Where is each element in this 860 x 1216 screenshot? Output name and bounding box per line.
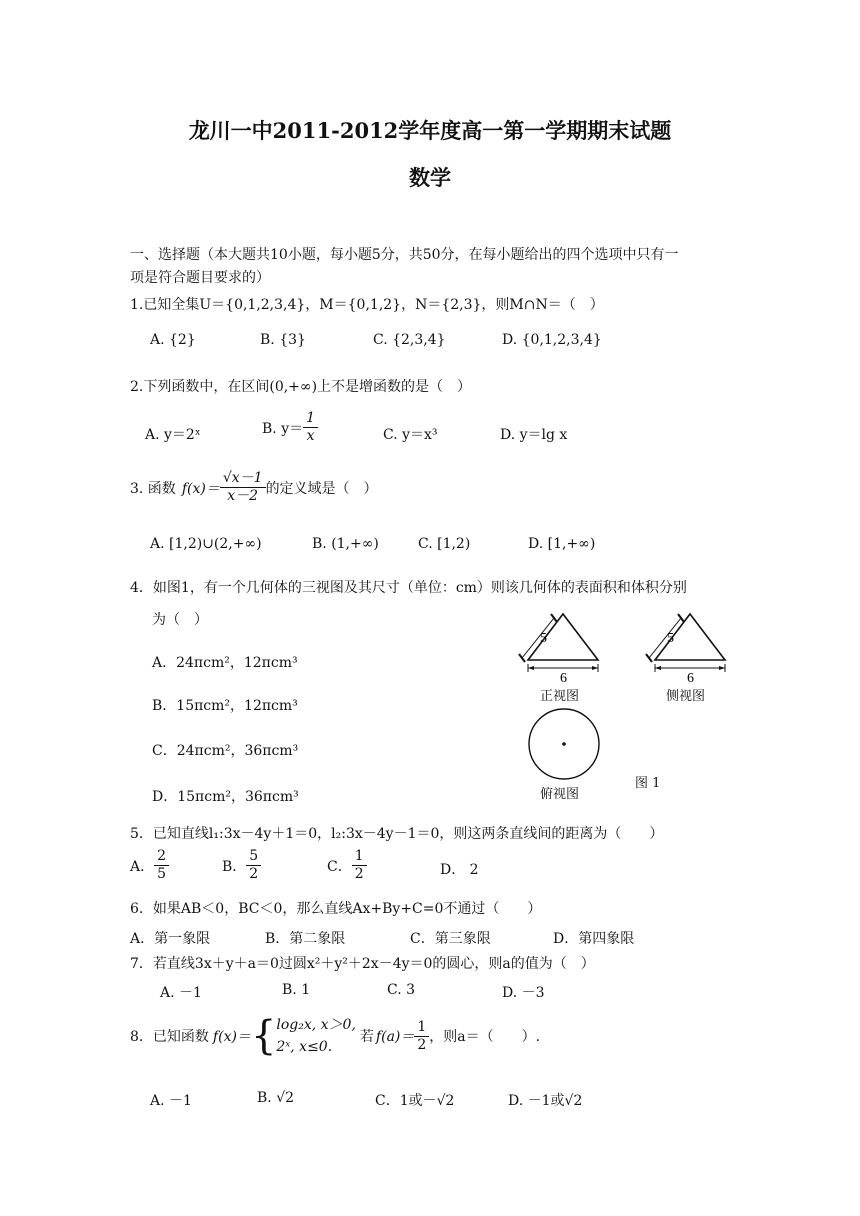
q3-numerator: √x－1 — [220, 470, 266, 488]
exam-title: 龙川一中2011-2012学年度高一第一学期期末试题 — [188, 118, 672, 143]
side-base-label: 6 — [687, 671, 694, 686]
q6-stem: 6．如果AB＜0，BC＜0，那么直线Ax+By+C=0不通过（ ） — [130, 901, 542, 917]
figure-1-label: 图 1 — [635, 776, 661, 791]
top-view-label: 俯视图 — [540, 787, 580, 802]
q3-option-c: C. [1,2) — [418, 536, 471, 552]
q2-option-b-fraction — [303, 410, 318, 445]
side-view-triangle — [646, 614, 725, 672]
q2-option-b-numerator: 1 — [303, 410, 318, 428]
q8-condition: f(a)＝ — [375, 1029, 415, 1045]
q8-condition-fraction — [414, 1019, 429, 1054]
exam-subject: 数学 — [409, 165, 451, 190]
q5-option-d: D． 2 — [440, 862, 479, 878]
section-heading-line2: 项是符合题目要求的） — [130, 270, 270, 286]
q1-option-c: C. {2,3,4} — [373, 332, 446, 348]
q3-option-d: D. [1,+∞) — [528, 536, 596, 552]
front-view-label: 正视图 — [540, 689, 580, 704]
q4-option-b: B．15πcm²，12πcm³ — [152, 698, 298, 714]
q7-option-b: B. 1 — [282, 982, 311, 998]
three-view-figure — [500, 600, 750, 810]
q5-option-b-denominator: 2 — [249, 866, 259, 882]
q5-stem: 5．已知直线l₁:3x－4y＋1＝0，l₂:3x－4y－1＝0，则这两条直线间的距离为（ ） — [130, 826, 664, 842]
q1-stem: 1.已知全集U＝{0,1,2,3,4}，M＝{0,1,2}，N＝{2,3}，则M∩N＝（ ） — [130, 297, 604, 313]
q2-option-b-denominator: x — [306, 428, 315, 444]
q4-stem-line1: 4．如图1，有一个几何体的三视图及其尺寸（单位：cm）则该几何体的表面积和体积分别 — [130, 580, 687, 596]
q6-option-c: C．第三象限 — [410, 931, 491, 947]
q5-option-b-label: B． — [222, 858, 247, 875]
q4-option-a: A．24πcm²，12πcm³ — [152, 655, 298, 671]
q5-option-a-numerator: 2 — [154, 848, 169, 866]
q8-case-1: log₂x, x＞0, — [276, 1017, 356, 1033]
q3-denominator: x－2 — [227, 488, 259, 504]
q6-option-d: D．第四象限 — [553, 931, 635, 947]
q8-option-a: A. －1 — [150, 1093, 192, 1109]
q5-option-a-fraction — [154, 848, 169, 883]
q2-option-b-label: B. y＝ — [262, 420, 304, 437]
front-slant-label: 5 — [540, 631, 547, 646]
q4-stem-line2: 为（ ） — [152, 612, 208, 628]
q8-function: f(x)＝ — [212, 1029, 251, 1045]
q5-option-c-label: C． — [327, 858, 352, 875]
front-base-label: 6 — [560, 671, 567, 686]
q5-option-b-fraction — [246, 848, 261, 883]
q5-option-c-numerator: 1 — [352, 848, 367, 866]
q5-option-c-fraction — [352, 848, 367, 883]
q8-tail: ，则a＝（ ）. — [429, 1029, 541, 1045]
side-view-label: 侧视图 — [666, 689, 706, 704]
q3-option-b: B. (1,+∞) — [312, 536, 379, 552]
q5-option-a-label: A． — [130, 858, 155, 875]
q8-mid: 若 — [359, 1029, 374, 1045]
q7-stem: 7．若直线3x＋y＋a＝0过圆x²＋y²＋2x－4y＝0的圆心，则a的值为（ ） — [130, 956, 595, 972]
q5-option-a — [130, 848, 169, 883]
q5-option-c-denominator: 2 — [354, 866, 364, 882]
q8-label: 8．已知函数 — [130, 1029, 209, 1045]
q8-option-b: B. √2 — [257, 1090, 295, 1106]
q3-fraction — [220, 470, 266, 505]
q8-condition-numerator: 1 — [414, 1019, 429, 1037]
q3-tail: 的定义域是（ ） — [265, 480, 378, 497]
q8-brace-icon: { — [250, 1013, 277, 1059]
q5-option-b — [222, 848, 261, 883]
q1-option-b: B. {3} — [260, 332, 306, 348]
q7-option-a: A. －1 — [160, 985, 202, 1001]
q4-option-c: C．24πcm²，36πcm³ — [152, 743, 299, 759]
q6-option-b: B．第二象限 — [265, 931, 346, 947]
side-slant-label: 5 — [667, 631, 674, 646]
q3-stem — [130, 470, 378, 505]
q2-option-c: C. y＝x³ — [383, 427, 438, 443]
q1-option-a: A. {2} — [150, 332, 196, 348]
q8-stem — [130, 1014, 540, 1058]
q4-option-d: D．15πcm²，36πcm³ — [152, 789, 299, 805]
q8-case-2: 2ˣ, x≤0. — [276, 1039, 333, 1055]
q6-option-a: A．第一象限 — [130, 931, 211, 947]
q5-option-c — [327, 848, 367, 883]
front-view-triangle — [519, 614, 598, 672]
q5-option-a-denominator: 5 — [157, 866, 167, 882]
q8-condition-denominator: 2 — [417, 1036, 427, 1053]
q8-option-c: C．1或－√2 — [375, 1093, 455, 1109]
q2-option-d: D. y＝lg x — [500, 427, 568, 443]
q2-option-b — [262, 410, 318, 445]
q3-function: f(x)＝ — [181, 480, 220, 497]
q3-label: 3. 函数 — [130, 480, 176, 497]
q5-option-b-numerator: 5 — [246, 848, 261, 866]
q7-option-c: C. 3 — [387, 982, 416, 998]
q3-option-a: A. [1,2)∪(2,+∞) — [150, 536, 262, 552]
q7-option-d: D. －3 — [502, 985, 545, 1001]
section-heading-line1: 一、选择题（本大题共10小题，每小题5分，共50分，在每小题给出的四个选项中只有一 — [130, 247, 679, 263]
q1-option-d: D. {0,1,2,3,4} — [502, 332, 602, 348]
top-view-center-dot — [562, 742, 566, 746]
q2-stem: 2.下列函数中，在区间(0,+∞)上不是增函数的是（ ） — [130, 379, 472, 395]
q8-option-d: D. －1或√2 — [508, 1093, 583, 1109]
q2-option-a: A. y＝2ˣ — [145, 427, 201, 443]
q8-piecewise-cases — [276, 1014, 356, 1058]
